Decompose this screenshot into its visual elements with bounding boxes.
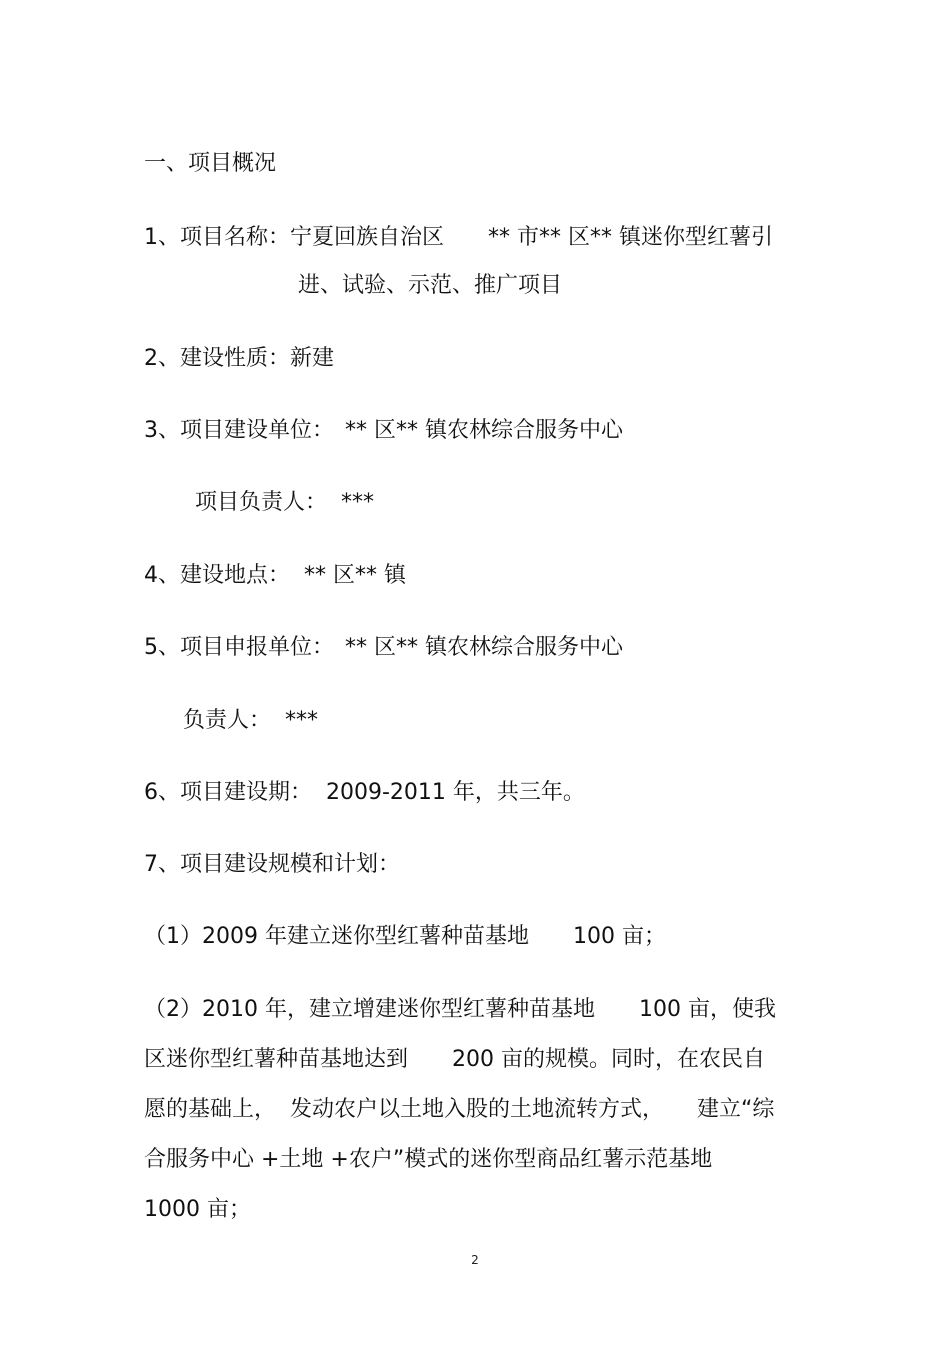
page-number: 2: [471, 1253, 479, 1267]
plan-item-2-line-2: 区迷你型红薯种苗基地达到 200 亩的规模。同时，在农民自: [144, 1047, 765, 1072]
plan-item-2-line-1: （2）2010 年，建立增建迷你型红薯种苗基地 100 亩，使我: [144, 997, 776, 1022]
plan-item-1: （1）2009 年建立迷你型红薯种苗基地 100 亩；: [144, 924, 666, 949]
construction-nature-line: 2、建设性质：新建: [144, 346, 334, 371]
scale-plan-heading: 7、项目建设规模和计划：: [144, 852, 400, 877]
construction-unit-line: 3、项目建设单位： ** 区** 镇农林综合服务中心: [144, 418, 623, 443]
project-name-continuation: 进、试验、示范、推广项目: [298, 273, 563, 298]
application-unit-line: 5、项目申报单位： ** 区** 镇农林综合服务中心: [144, 635, 623, 660]
plan-item-2-line-5: 1000 亩；: [144, 1197, 251, 1222]
construction-period-line: 6、项目建设期： 2009-2011 年，共三年。: [144, 780, 585, 805]
plan-item-2-line-4: 合服务中心 +土地 +农户”模式的迷你型商品红薯示范基地: [144, 1147, 713, 1172]
project-name-line: 1、项目名称：宁夏回族自治区 ** 市** 区** 镇迷你型红薯引: [144, 225, 773, 250]
construction-location-line: 4、建设地点： ** 区** 镇: [144, 563, 406, 588]
section-heading: 一、项目概况: [144, 151, 277, 176]
project-lead-line: 项目负责人： ***: [195, 490, 374, 515]
responsible-person-line: 负责人： ***: [183, 708, 318, 733]
plan-item-2-line-3: 愿的基础上， 发动农户以土地入股的土地流转方式， 建立“综: [144, 1097, 775, 1122]
